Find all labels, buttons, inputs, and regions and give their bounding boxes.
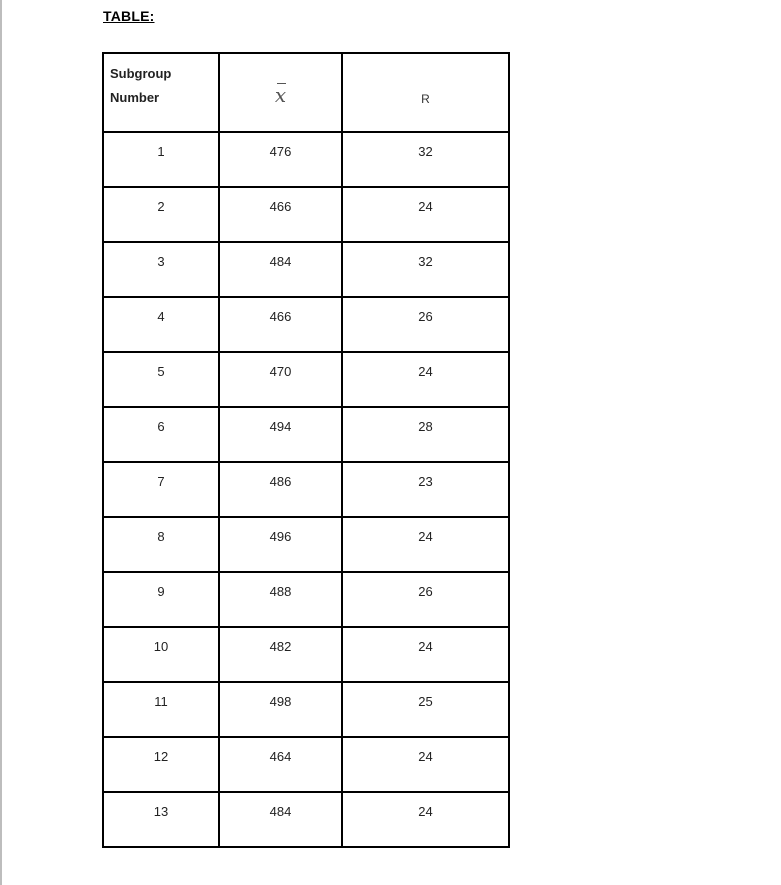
table-row — [103, 517, 509, 572]
x-bar-symbol: x — [274, 82, 287, 107]
cell-x-bar — [219, 187, 342, 242]
cell-x-bar — [219, 792, 342, 847]
cell-range-value: 24 — [418, 749, 433, 764]
cell-range-value: 24 — [418, 529, 433, 544]
table-header-row — [103, 53, 509, 132]
cell-range — [342, 792, 509, 847]
cell-x-bar — [219, 297, 342, 352]
cell-subgroup — [103, 572, 219, 627]
cell-range-value: 25 — [418, 694, 433, 709]
cell-x-bar — [219, 462, 342, 517]
cell-range — [342, 682, 509, 737]
cell-x-bar-value: 488 — [269, 584, 292, 599]
cell-subgroup-value: 2 — [157, 199, 165, 214]
table-row — [103, 682, 509, 737]
cell-subgroup — [103, 297, 219, 352]
cell-x-bar — [219, 242, 342, 297]
table-row — [103, 242, 509, 297]
table-row — [103, 737, 509, 792]
cell-x-bar — [219, 352, 342, 407]
cell-x-bar — [219, 407, 342, 462]
cell-subgroup — [103, 242, 219, 297]
cell-subgroup — [103, 792, 219, 847]
cell-range-value: 32 — [418, 254, 433, 269]
table-row — [103, 407, 509, 462]
cell-x-bar-value: 476 — [269, 144, 292, 159]
table-row — [103, 572, 509, 627]
page-left-border — [0, 0, 2, 885]
cell-x-bar-value: 498 — [269, 694, 292, 709]
table-body — [103, 132, 509, 847]
cell-x-bar — [219, 132, 342, 187]
table-row — [103, 297, 509, 352]
table-row — [103, 132, 509, 187]
cell-subgroup — [103, 737, 219, 792]
header-subgroup-label: Subgroup Number — [110, 66, 172, 105]
cell-subgroup-value: 12 — [153, 749, 169, 764]
table-row — [103, 627, 509, 682]
cell-x-bar — [219, 682, 342, 737]
cell-subgroup — [103, 682, 219, 737]
cell-x-bar-value: 466 — [269, 199, 292, 214]
cell-range — [342, 517, 509, 572]
header-range — [342, 53, 509, 132]
cell-x-bar-value: 482 — [269, 639, 292, 654]
cell-range — [342, 187, 509, 242]
table-row — [103, 792, 509, 847]
cell-x-bar-value: 484 — [269, 254, 292, 269]
cell-subgroup-value: 10 — [153, 639, 169, 654]
cell-range — [342, 297, 509, 352]
header-x-bar — [219, 53, 342, 132]
cell-range — [342, 352, 509, 407]
cell-x-bar-value: 484 — [269, 804, 292, 819]
cell-range — [342, 242, 509, 297]
cell-x-bar-value: 470 — [269, 364, 292, 379]
cell-subgroup-value: 8 — [157, 529, 165, 544]
cell-x-bar-value: 464 — [269, 749, 292, 764]
cell-range-value: 24 — [418, 199, 433, 214]
cell-subgroup-value: 6 — [157, 419, 165, 434]
cell-x-bar-value: 466 — [269, 309, 292, 324]
cell-range-value: 28 — [418, 419, 433, 434]
cell-subgroup-value: 1 — [157, 144, 165, 159]
cell-range — [342, 572, 509, 627]
cell-subgroup — [103, 407, 219, 462]
cell-range-value: 24 — [418, 639, 433, 654]
cell-subgroup — [103, 627, 219, 682]
cell-x-bar — [219, 627, 342, 682]
cell-x-bar-value: 486 — [269, 474, 292, 489]
header-range-label: R — [421, 92, 430, 106]
cell-range-value: 32 — [418, 144, 433, 159]
cell-x-bar — [219, 517, 342, 572]
cell-subgroup-value: 11 — [154, 694, 168, 709]
cell-range — [342, 407, 509, 462]
document-title: TABLE: — [103, 8, 155, 24]
data-table — [102, 52, 510, 848]
cell-range-value: 24 — [418, 364, 433, 379]
cell-subgroup — [103, 187, 219, 242]
cell-subgroup-value: 4 — [157, 309, 165, 324]
cell-x-bar-value: 494 — [269, 419, 292, 434]
cell-subgroup-value: 9 — [157, 584, 165, 599]
cell-x-bar — [219, 737, 342, 792]
cell-x-bar — [219, 572, 342, 627]
cell-subgroup-value: 7 — [157, 474, 165, 489]
cell-range-value: 26 — [418, 584, 433, 599]
table-row — [103, 352, 509, 407]
cell-range-value: 26 — [418, 309, 433, 324]
cell-subgroup — [103, 352, 219, 407]
cell-subgroup-value: 13 — [153, 804, 169, 819]
cell-subgroup — [103, 132, 219, 187]
table-row — [103, 462, 509, 517]
header-subgroup-number — [103, 53, 219, 132]
cell-subgroup — [103, 462, 219, 517]
cell-subgroup-value: 3 — [157, 254, 165, 269]
cell-subgroup-value: 5 — [157, 364, 165, 379]
cell-range — [342, 627, 509, 682]
cell-range — [342, 132, 509, 187]
cell-range-value: 24 — [418, 804, 433, 819]
cell-x-bar-value: 496 — [269, 529, 292, 544]
cell-subgroup — [103, 517, 219, 572]
cell-range-value: 23 — [418, 474, 433, 489]
cell-range — [342, 737, 509, 792]
cell-range — [342, 462, 509, 517]
table-row — [103, 187, 509, 242]
